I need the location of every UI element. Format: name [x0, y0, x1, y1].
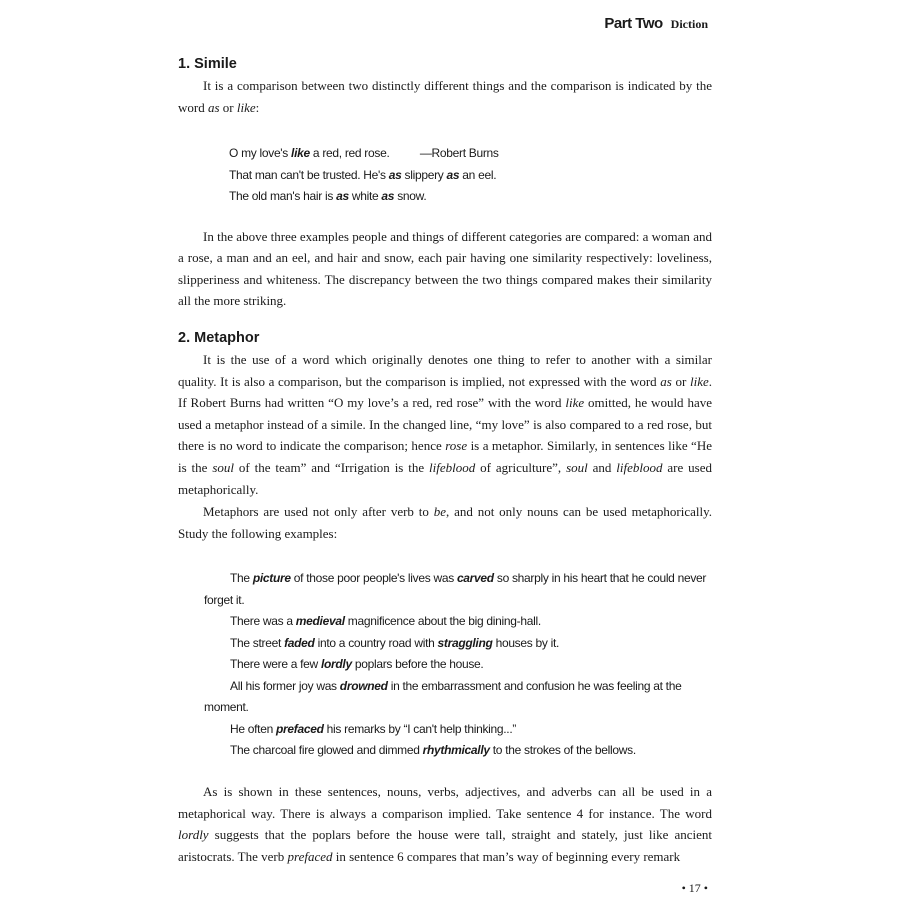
- metaphor-example-line: There was a medieval magnificence about the big dining-hall.: [230, 614, 541, 629]
- metaphor-example-line: The street faded into a country road with straggling houses by it.: [230, 635, 560, 650]
- metaphor-example-line: All his former joy was drowned in the embarrassment and confusion he was feeling at the: [230, 678, 682, 693]
- simile-examples: [229, 143, 712, 208]
- simile-example-line: O my love's like a red, red rose. —Robert Burns: [229, 146, 499, 161]
- header-part-label: Part Two: [604, 15, 663, 32]
- page-number: • 17 •: [681, 881, 708, 895]
- page-body: [178, 53, 712, 867]
- header-section-label: Diction: [670, 17, 708, 31]
- metaphor-example-line: The picture of those poor people's lives was carved so sharply in his heart that he could never: [230, 571, 707, 586]
- metaphor-example-line: There were a few lordly poplars before the house.: [230, 657, 484, 672]
- metaphor-examples: [204, 568, 712, 762]
- metaphor-heading: 2. Metaphor: [178, 330, 260, 347]
- metaphor-usage-paragraph: Metaphors are used not only after verb to be, and not only nouns can be used metaphorically. Study the following examples:: [178, 504, 712, 541]
- metaphor-example-continuation: forget it.: [204, 592, 245, 607]
- metaphor-example-line: The charcoal fire glowed and dimmed rhythmically to the strokes of the bellows.: [230, 743, 636, 758]
- simile-intro-paragraph: It is a comparison between two distinctly different things and the comparison is indicated by the word as or like:: [178, 78, 712, 115]
- metaphor-example-line: He often prefaced his remarks by “I can't help thinking...”: [230, 721, 517, 736]
- simile-discussion-paragraph: In the above three examples people and things of different categories are compared: a woman and a rose, a man and an eel, and hair and snow, each pair having one similarity respectively: loveliness, slipperiness and whiteness. The discrepancy between the two things compared makes their similarity all the more striking.: [178, 228, 712, 309]
- metaphor-definition-paragraph: It is the use of a word which originally denotes one thing to refer to another with a similar quality. It is also a comparison, but the comparison is implied, not expressed with the word as or like. If Robert Burns had written “O my love’s a red, red rose” with the word like omitted, he would have used a metaphor instead of a simile. In the changed line, “my love” is also compared to a red rose, but there is no word to indicate the comparison; hence rose is a metaphor. Similarly, in sentences like “He is the soul of the team” and “Irrigation is the lifeblood of agriculture”, soul and lifeblood are used metaphorically.: [178, 352, 712, 497]
- simile-example-line: The old man's hair is as white as snow.: [229, 189, 427, 204]
- metaphor-example-continuation: moment.: [204, 700, 249, 715]
- simile-example-line: That man can't be trusted. He's as slippery as an eel.: [229, 167, 497, 182]
- metaphor-analysis-paragraph: As is shown in these sentences, nouns, verbs, adjectives, and adverbs can all be used in a metaphorical way. There is always a comparison implied. Take sentence 4 for instance. The word lordly suggests that the poplars before the house were tall, straight and stately, just like ancient aristocrats. The verb prefaced in sentence 6 compares that man’s way of beginning every remark: [178, 783, 712, 864]
- running-header: [604, 15, 708, 33]
- simile-heading: 1. Simile: [178, 56, 237, 72]
